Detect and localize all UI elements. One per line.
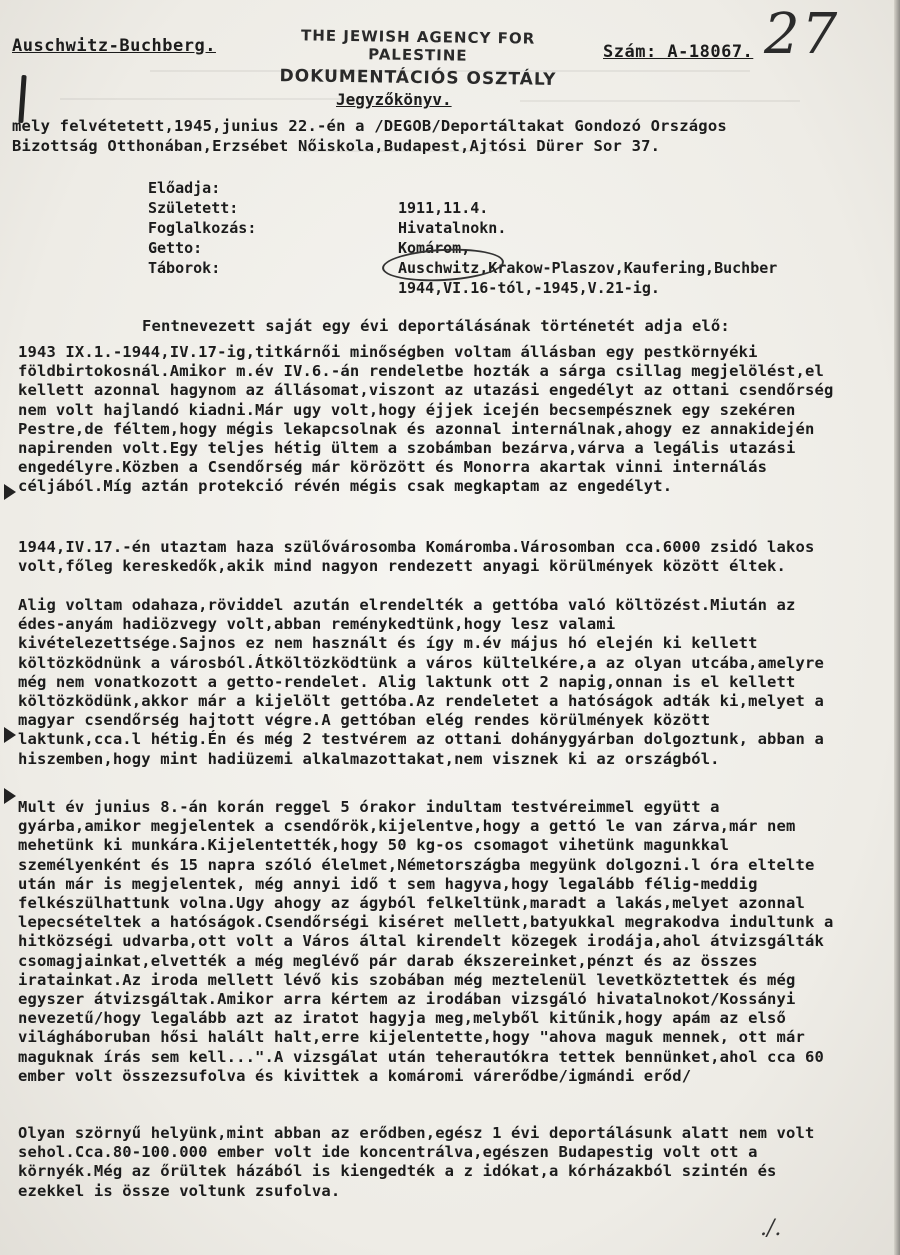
intro-paragraph: mely felvétetett,1945,junius 22.-én a /DEGOB/Deportáltakat Gondozó Országos Bizottság Otthonában,Erzsébet Nőiskola,Budapest,Ajtósi Dürer Sor 37. [12,117,737,155]
page-edge-shadow [894,0,900,1255]
info-row-presenter [148,178,878,198]
occupation-value: Hivatalnokn. [398,219,507,237]
info-row-ghetto [148,238,878,258]
agency-stamp [262,28,574,88]
personal-info [148,178,878,298]
testimony-paragraph-5: Olyan szörnyű helyünk,mint abban az erődben,egész 1 évi deportálásunk alatt nem volt sehol.Cca.80-100.000 ember volt ide koncentrálva,egészen Budapestig volt ott a környék.Még az őrültek házából is kiengedték a z idókat,a kórházakból szintén és ezekkel is össze voltunk zsufolva. [18,1124,824,1200]
birth-label: Született: [148,199,239,217]
info-row-birth [148,198,878,218]
margin-arrow-icon [4,788,16,804]
ghetto-value: Komárom, [398,239,471,257]
header-location: Auschwitz-Buchberg. [12,36,216,56]
occupation-label: Foglalkozás: [148,219,257,237]
presenter-label: Előadja: [148,179,221,197]
document-title: Jegyzőkönyv. [336,90,452,109]
camps-value: Auschwitz,Krakow-Plaszov,Kaufering,Buchber [398,259,778,277]
birth-value: 1911,11.4. [398,199,489,217]
end-mark: ./. [760,1216,782,1241]
document-number: Szám: A-18067. [603,42,754,62]
margin-arrow-icon [4,484,16,500]
info-row-occupation [148,218,878,238]
info-row-camps-dates [148,278,878,298]
camps-label: Táborok: [148,259,221,277]
stamp-agency-name: THE JEWISH AGENCY FOR PALESTINE [300,26,536,65]
testimony-paragraph-1: 1943 IX.1.-1944,IV.17-ig,titkárnői minőségben voltam állásban egy pestkörnyéki földbirtokosnál.Amikor m.év IV.6.-án rendeletbe hozták a sárga csillag megjelölést,el kellett azonnal hagynom az állásomat,viszont az utazási engedélyt az ottani csendőrség nem volt hajlandó kiadni.Már ugy volt,hogy éjjek icején becsempésznek egy szekéren Pestre,de féltem,hogy mégis lekapcsolnak és azonnal internálnak,ahogy ez annakidején napirenden volt.Egy teljes hétig ültem a szobámban bezárva,várva a legális utazási engedélyre.Közben a Csendőrség már körözött és Monorra akartak vinni internálás céljából.Míg aztán protekció révén mégis csak megkaptam az engedélyt. [18,343,843,496]
testimony-paragraph-4: Mult év junius 8.-án korán reggel 5 órakor indultam testvéreimmel együtt a gyárba,amikor megjelentek a csendőrök,kijelentve,hogy a gettó le van zárva,már nem mehetünk ki munkára.Kijelentették,hogy 50 kg-os csomagot vihetünk magunkkal személyenként és 15 napra szóló élelmet,Németországba megyünk dolgozni.l óra eltelte után már is megjelentek, még annyi idő t sem hagyva,hogy legalább félig-meddig felkészülhattunk volna.Ugy ahogy az ágyból felkeltünk,maradt a lakás,melyet azonnal lepecsételtek a hatóságok.Csendőrségi kiséret mellett,batyukkal megrakodva indultunk a hitközségi udvarba,ott volt a Város által kirendelt közegek irodája,ahol átvizsgálták csomagjainkat,elvették a még meglévő pár darab ékszereinket,pénzt és az összes iratainkat.Az iroda mellett lévő kis szobában még meztelenül levetköztettek és még egyszer átvizsgáltak.Amikor arra kértem az irodában vizsgáló hivatalnokot/Kossányi nevezetű/hogy legalább azt az iratot hagyja meg,melyből kitűnik,hogy apám az első világháboruban hősi halált halt,erre kijelentette,hogy "ahova maguk mennek, ott már maguknak írás sem kell...".A vizsgálat után teherautókra tettek bennünket,ahol cca 60 ember volt összezsufolva és kivittek a komáromi várerődbe/igmándi erőd/ [18,798,843,1085]
camps-dates: 1944,VI.16-tól,-1945,V.21-ig. [398,279,660,297]
testimony-paragraph-2: 1944,IV.17.-én utaztam haza szülővárosomba Komáromba.Városomban cca.6000 zsidó lakos volt,főleg kereskedők,akik mind nagyon rendezett anyagi körülmények között éltek. [18,538,824,576]
folio-number: 27 [764,2,840,67]
info-row-camps [148,258,878,278]
testimony-paragraph-3: Alig voltam odahaza,röviddel azután elrendelték a gettóba való költözést.Miután az édes-anyám hadiözvegy volt,abban reménykedtünk,hogy lesz valami kivételezettsége.Sajnos ez nem használt és így m.év május hó elején ki kellett költözködnünk a városból.Átköltözködtünk a város kültelkére,a az olyan utcába,amelyre még nem vonatkozott a getto-rendelet. Alig laktunk ott 2 napig,onnan is el kellett költözködünk,akkor már a kijelölt gettóba.Az rendeletet a hatóságok adták ki,melyet a magyar csendőrség hajtott végre.A gettóban elég rendes körülmények között laktunk,cca.l hétig.Én és még 2 testvérem az ottani dohánygyárban dolgoztunk, abban a hiszemben,hogy mint hadiüzemi alkalmazottakat,nem visznek ki az országból. [18,596,834,768]
margin-arrow-icon [4,727,16,743]
ghetto-label: Getto: [148,239,203,257]
testimony-lead: Fentnevezett saját egy évi deportálásának történetét adja elő: [142,317,730,335]
stamp-department: DOKUMENTÁCIÓS OSZTÁLY [279,66,557,90]
